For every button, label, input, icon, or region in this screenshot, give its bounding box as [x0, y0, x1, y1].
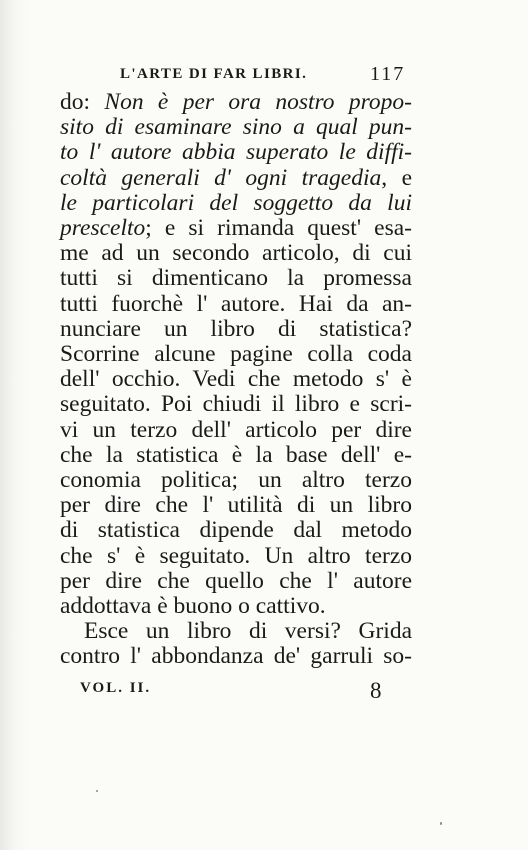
- roman-text: me ad un secondo articolo, di cui: [60, 240, 412, 267]
- text-line: [60, 569, 412, 594]
- roman-text: tutti si dimenticano la promessa: [60, 265, 412, 292]
- text-line: [60, 90, 412, 115]
- roman-text: addottava è buono o cattivo.: [60, 593, 326, 620]
- roman-text: per dire che quello che l' autore: [60, 567, 412, 594]
- text-line: [60, 518, 412, 543]
- text-line: [60, 166, 412, 191]
- roman-text: che s' è seguitato. Un altro terzo: [60, 542, 412, 569]
- text-line: [60, 619, 412, 644]
- italic-text: to l' autore abbia superato le diffi-: [60, 139, 412, 166]
- paper-speck: [440, 822, 442, 825]
- body-text: [60, 90, 412, 670]
- roman-text: di statistica dipende dal metodo: [60, 517, 412, 544]
- text-line: [60, 418, 412, 443]
- text-line: [60, 292, 412, 317]
- italic-text: le particolari del soggetto da lui: [60, 189, 412, 216]
- text-line: [60, 140, 412, 165]
- italic-text: sito di esaminare sino a qual pun-: [60, 114, 412, 141]
- italic-text: coltà generali d' ogni tragedia: [60, 164, 382, 191]
- page-footer: [80, 680, 400, 710]
- roman-text: dell' occhio. Vedi che metodo s' è: [60, 366, 412, 393]
- roman-text: Scorrine alcune pagine colla coda: [60, 341, 412, 368]
- roman-text: conomia politica; un altro terzo: [60, 467, 412, 494]
- volume-signature: VOL. II.: [80, 680, 152, 696]
- roman-text: vi un terzo dell' articolo per dire: [60, 416, 412, 443]
- text-line: [60, 544, 412, 569]
- page-number: 117: [370, 63, 406, 85]
- text-line: [60, 317, 412, 342]
- text-line: [60, 216, 412, 241]
- text-line: [60, 191, 412, 216]
- roman-text: seguitato. Poi chiudi il libro e scri-: [60, 391, 412, 418]
- running-title: L'ARTE DI FAR LIBRI.: [120, 66, 308, 82]
- roman-text: Esce un libro di versi? Grida: [84, 618, 412, 645]
- text-line: [60, 594, 412, 619]
- roman-text: , e: [381, 164, 412, 191]
- text-line: [60, 392, 412, 417]
- roman-text: tutti fuorchè l' autore. Hai da an-: [60, 290, 412, 317]
- text-line: [60, 241, 412, 266]
- italic-text: prescelto: [60, 215, 146, 242]
- roman-text: ; e si rimanda quest' esa-: [145, 215, 412, 242]
- text-line: [60, 493, 412, 518]
- roman-text: do:: [60, 89, 105, 115]
- text-line: [60, 644, 412, 669]
- text-line: [60, 342, 412, 367]
- roman-text: contro l' abbondanza de' garruli so-: [60, 643, 412, 670]
- text-line: [60, 115, 412, 140]
- text-line: [60, 266, 412, 291]
- text-line: [60, 468, 412, 493]
- italic-text: Non è per ora nostro propo-: [104, 89, 413, 115]
- roman-text: nunciare un libro di statistica?: [60, 315, 412, 342]
- running-head: [120, 63, 420, 88]
- text-line: [60, 443, 412, 468]
- text-line: [60, 367, 412, 392]
- paper-speck: [96, 790, 98, 792]
- roman-text: che la statistica è la base dell' e-: [60, 441, 412, 468]
- roman-text: per dire che l' utilità di un libro: [60, 492, 412, 519]
- signature-number: 8: [370, 678, 382, 703]
